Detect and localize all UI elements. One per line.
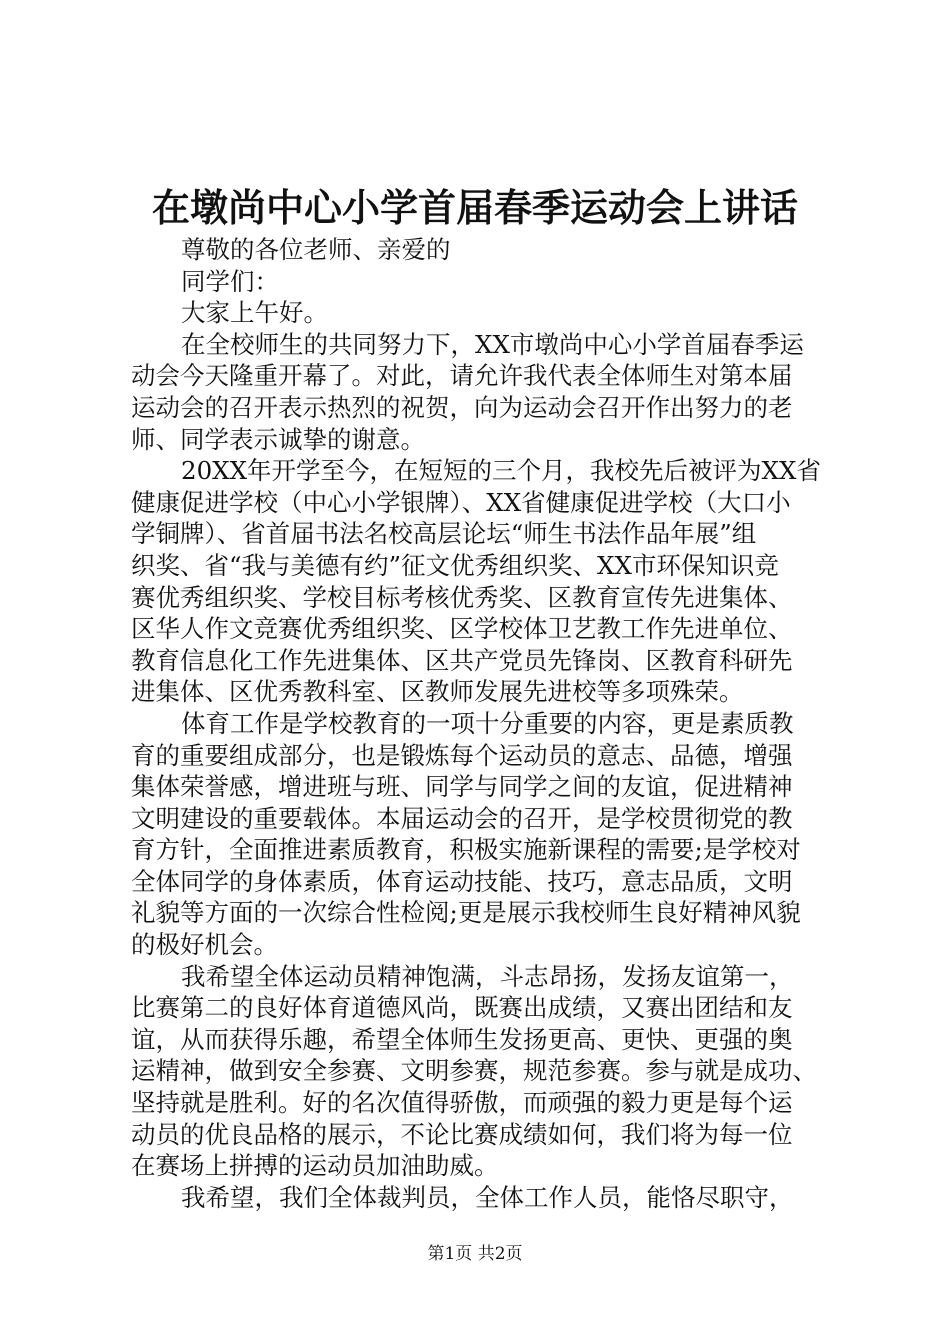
text-line: 织奖、省“我与美德有约”征文优秀组织奖、XX市环保知识竞 xyxy=(131,550,779,580)
text-line: 动会今天隆重开幕了。对此，请允许我代表全体师生对第本届 xyxy=(131,361,793,391)
text-line: 礼貌等方面的一次综合性检阅;更是展示我校师生良好精神风貌 xyxy=(131,898,801,928)
text-line: 同学们： xyxy=(181,266,279,296)
text-line: 赛优秀组织奖、学校目标考核优秀奖、区教育宣传先进集体、 xyxy=(131,582,793,612)
document-body xyxy=(131,234,831,1213)
page-number: 第1页 共2页 xyxy=(427,1244,523,1264)
text-line: 体育工作是学校教育的一项十分重要的内容，更是素质教 xyxy=(181,708,794,738)
text-line: 教育信息化工作先进集体、区共产党员先锋岗、区教育科研先 xyxy=(131,645,793,675)
document-title: 在墩尚中心小学首届春季运动会上讲话 xyxy=(151,185,798,230)
text-line: 20XX年开学至今，在短短的三个月，我校先后被评为XX省 xyxy=(181,456,821,486)
text-line: 动员的优良品格的展示，不论比赛成绩如何，我们将为每一位 xyxy=(131,1119,793,1149)
text-line: 大家上午好。 xyxy=(181,298,328,328)
text-line: 育方针，全面推进素质教育，积极实施新课程的需要;是学校对 xyxy=(131,835,801,865)
text-line: 在赛场上拼搏的运动员加油助威。 xyxy=(131,1151,499,1181)
text-line: 健康促进学校（中心小学银牌）、XX省健康促进学校（大口小 xyxy=(131,487,791,517)
text-line: 在全校师生的共同努力下，XX市墩尚中心小学首届春季运 xyxy=(181,329,804,359)
text-line: 运精神，做到安全参赛、文明参赛，规范参赛。参与就是成功、 xyxy=(131,1056,817,1086)
text-line: 我希望，我们全体裁判员，全体工作人员，能恪尽职守， xyxy=(181,1182,794,1212)
text-line: 我希望全体运动员精神饱满，斗志昂扬，发扬友谊第一， xyxy=(181,961,794,991)
text-line: 师、同学表示诚挚的谢意。 xyxy=(131,424,425,454)
text-line: 的极好机会。 xyxy=(131,930,278,960)
text-line: 坚持就是胜利。好的名次值得骄傲，而顽强的毅力更是每个运 xyxy=(131,1088,793,1118)
text-line: 进集体、区优秀教科室、区教师发展先进校等多项殊荣。 xyxy=(131,677,744,707)
text-line: 集体荣誉感，增进班与班、同学与同学之间的友谊，促进精神 xyxy=(131,772,793,802)
text-line: 尊敬的各位老师、亲爱的 xyxy=(181,235,451,264)
text-line: 比赛第二的良好体育道德风尚，既赛出成绩，又赛出团结和友 xyxy=(131,993,793,1023)
text-line: 谊，从而获得乐趣，希望全体师生发扬更高、更快、更强的奥 xyxy=(131,1024,793,1054)
text-line: 文明建设的重要载体。本届运动会的召开，是学校贯彻党的教 xyxy=(131,803,793,833)
text-line: 全体同学的身体素质，体育运动技能、技巧，意志品质，文明 xyxy=(131,866,793,896)
text-line: 学铜牌）、省首届书法名校高层论坛“师生书法作品年展”组 xyxy=(131,519,757,549)
text-line: 区华人作文竞赛优秀组织奖、区学校体卫艺教工作先进单位、 xyxy=(131,614,793,644)
text-line: 运动会的召开表示热烈的祝贺，向为运动会召开作出努力的老 xyxy=(131,392,793,422)
text-line: 育的重要组成部分，也是锻炼每个运动员的意志、品德，增强 xyxy=(131,740,793,770)
